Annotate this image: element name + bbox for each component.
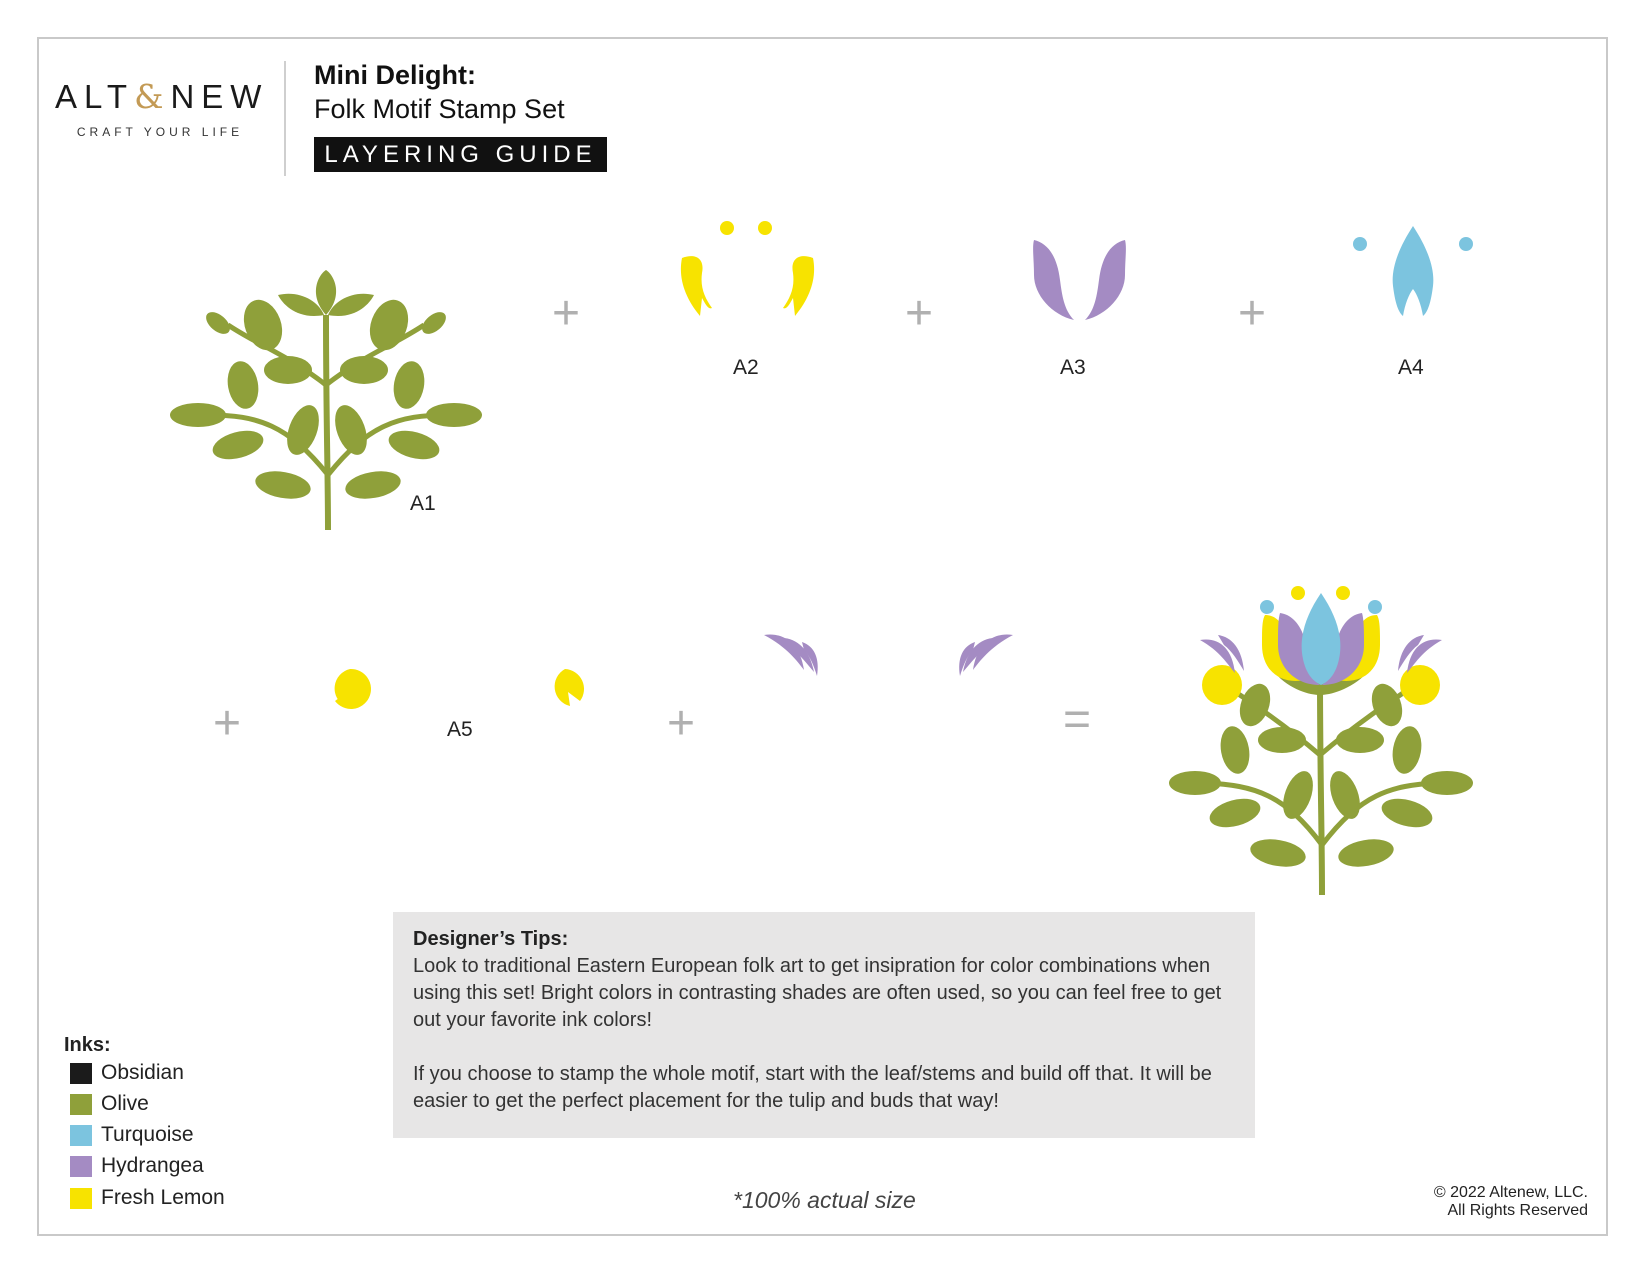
stamp-a4-label: A4 bbox=[1398, 356, 1424, 379]
page-title: Mini Delight: bbox=[314, 60, 476, 90]
stamp-a3-purple-petals-icon bbox=[1032, 235, 1127, 325]
ink-item-olive bbox=[70, 1092, 149, 1116]
ink-swatch bbox=[70, 1156, 92, 1177]
ink-item-hydrangea bbox=[70, 1154, 204, 1178]
brand-ampersand: & bbox=[134, 77, 171, 116]
copyright-notice bbox=[1390, 1184, 1588, 1220]
plus-operator-3: + bbox=[1238, 287, 1267, 340]
ink-name: Olive bbox=[101, 1092, 149, 1115]
designer-tips-box bbox=[393, 912, 1255, 1138]
ink-name: Turquoise bbox=[101, 1123, 194, 1146]
brand-tagline: CRAFT YOUR LIFE bbox=[76, 125, 244, 139]
inks-title: Inks: bbox=[64, 1034, 111, 1056]
stamp-a2-label: A2 bbox=[733, 356, 759, 379]
ink-name: Hydrangea bbox=[101, 1154, 204, 1177]
plus-operator-5: + bbox=[667, 697, 696, 750]
copyright-line: © 2022 Altenew, LLC. bbox=[1433, 1184, 1588, 1201]
plus-operator-2: + bbox=[905, 287, 934, 340]
actual-size-note: *100% actual size bbox=[733, 1187, 916, 1213]
stamp-a4-turquoise-flame-icon bbox=[1353, 224, 1473, 319]
equals-operator: = bbox=[1063, 693, 1092, 746]
purple-sprig-left-icon bbox=[762, 632, 820, 676]
plus-operator-4: + bbox=[213, 697, 242, 750]
ink-item-fresh-lemon bbox=[70, 1186, 225, 1210]
ink-item-obsidian bbox=[70, 1061, 184, 1085]
ink-swatch bbox=[70, 1188, 92, 1209]
ink-swatch bbox=[70, 1063, 92, 1084]
rights-line: All Rights Reserved bbox=[1447, 1202, 1588, 1219]
stamp-a2-yellow-petals-icon bbox=[680, 218, 815, 323]
ink-name: Fresh Lemon bbox=[101, 1186, 225, 1209]
page-subtitle: Folk Motif Stamp Set bbox=[314, 94, 565, 124]
ink-swatch bbox=[70, 1125, 92, 1146]
stamp-a5-bud-right-icon bbox=[544, 668, 586, 708]
designer-tips-title: Designer’s Tips: bbox=[413, 928, 569, 950]
ink-name: Obsidian bbox=[101, 1061, 184, 1084]
plus-operator-1: + bbox=[552, 287, 581, 340]
ink-item-turquoise bbox=[70, 1123, 194, 1147]
stamp-a5-label: A5 bbox=[447, 718, 473, 741]
designer-tips-paragraph-1: Look to traditional Eastern European folk art to get insipration for color combinations when using this set! Bright colors in contrasting shades are often used, so you can feel free to get out your favorite ink colors! bbox=[413, 955, 1222, 1031]
ink-swatch bbox=[70, 1094, 92, 1115]
stamp-a3-label: A3 bbox=[1060, 356, 1086, 379]
brand-name: ALT&NEW bbox=[55, 77, 269, 116]
header-divider bbox=[284, 61, 286, 176]
layering-guide-badge: LAYERING GUIDE bbox=[314, 137, 607, 172]
stamp-a1-leaves-icon bbox=[168, 275, 488, 535]
brand-logo bbox=[55, 77, 269, 139]
designer-tips-paragraph-2: If you choose to stamp the whole motif, start with the leaf/stems and build off that. It will be easier to get the perfect placement for the tulip and buds that way! bbox=[413, 1063, 1212, 1112]
stamp-a1-label: A1 bbox=[410, 492, 436, 515]
stamp-a5-bud-left-icon bbox=[329, 668, 371, 708]
final-folk-motif-icon bbox=[1170, 585, 1490, 905]
purple-sprig-right-icon bbox=[957, 632, 1015, 676]
